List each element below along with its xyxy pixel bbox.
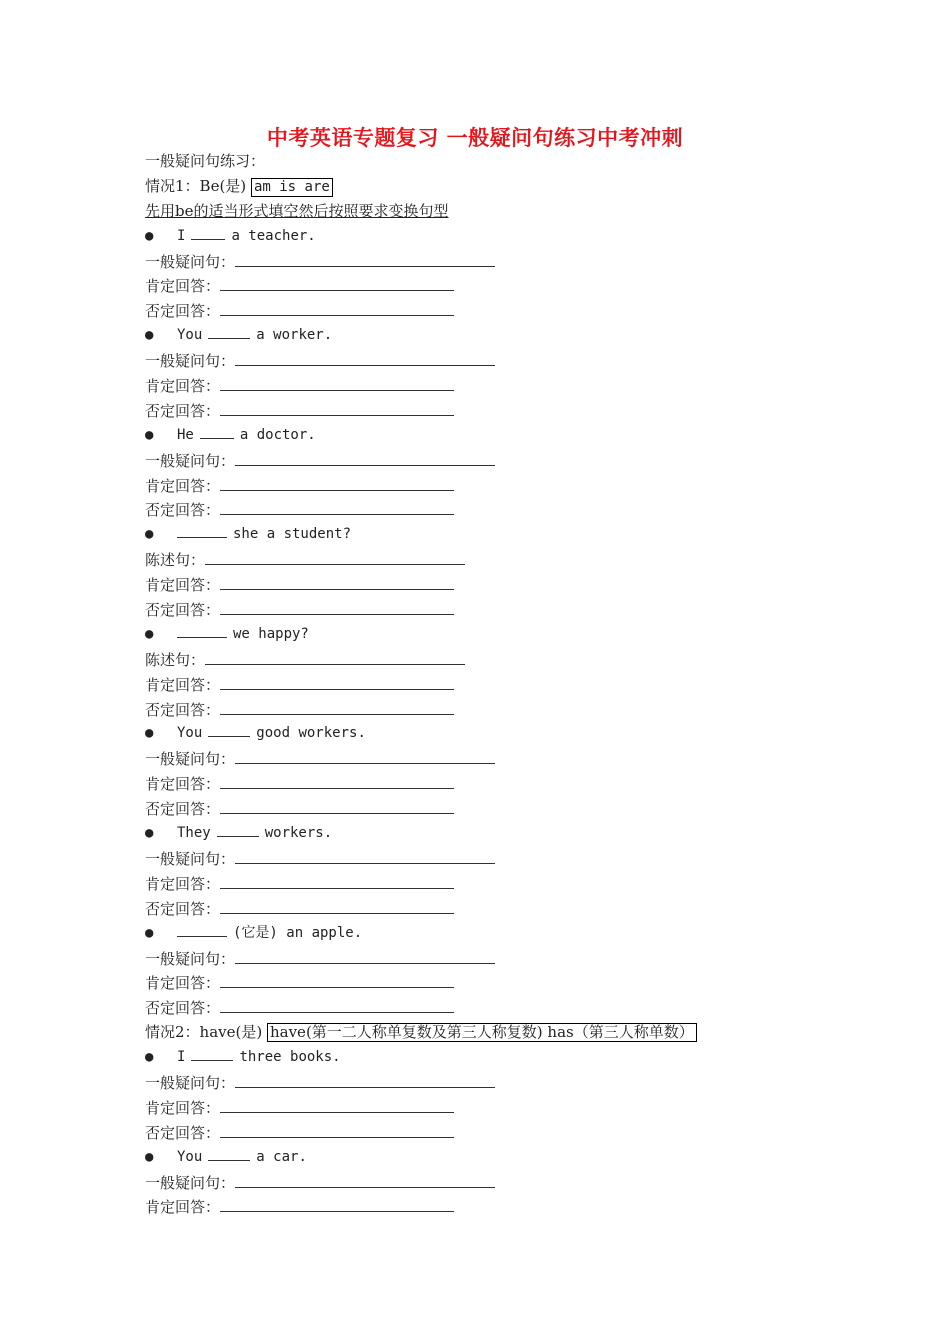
exercise-sentence — [145, 921, 865, 946]
exercise-sentence — [145, 622, 865, 647]
answer-row-negative — [145, 995, 865, 1020]
answer-row-question — [145, 348, 865, 373]
bullet-icon: ● — [145, 526, 154, 543]
answer-label: 陈述句： — [145, 551, 206, 570]
intro-line: 一般疑问句练习： — [145, 152, 266, 170]
fill-blank[interactable] — [217, 822, 259, 837]
answer-line[interactable] — [235, 746, 495, 764]
answer-line[interactable] — [235, 348, 495, 366]
sentence-subject: You — [177, 327, 203, 344]
bullet-icon: ● — [145, 1148, 154, 1165]
case2-label: 情况2：have(是) — [145, 1023, 263, 1042]
bullet-icon: ● — [145, 924, 154, 941]
answer-line[interactable] — [220, 398, 454, 416]
answer-label: 肯定回答： — [145, 1198, 221, 1217]
sentence-subject: I — [177, 1049, 186, 1066]
case1-instruction: 先用be的适当形式填空然后按照要求变换句型 — [145, 201, 449, 220]
answer-label: 否定回答： — [145, 302, 221, 321]
answer-label: 肯定回答： — [145, 1098, 221, 1117]
sentence-rest: a car. — [256, 1148, 307, 1165]
answer-row-affirmative — [145, 871, 865, 896]
fill-blank[interactable] — [177, 922, 227, 937]
answer-label: 一般疑问句： — [145, 252, 236, 271]
answer-line[interactable] — [235, 1170, 495, 1188]
answer-line[interactable] — [220, 597, 454, 615]
answer-line[interactable] — [220, 1120, 454, 1138]
answer-line[interactable] — [220, 697, 454, 715]
fill-blank[interactable] — [200, 424, 234, 439]
answer-row-negative — [145, 896, 865, 921]
exercise-sentence — [145, 821, 865, 846]
answer-label: 一般疑问句： — [145, 352, 236, 371]
answer-line[interactable] — [220, 473, 454, 491]
answer-row-question — [145, 746, 865, 771]
answer-row-affirmative — [145, 273, 865, 298]
exercise-sentence — [145, 1145, 865, 1170]
answer-label: 肯定回答： — [145, 277, 221, 296]
answer-row-negative — [145, 796, 865, 821]
case1-box: am is are — [251, 178, 333, 197]
fill-blank[interactable] — [208, 324, 250, 339]
sentence-subject: He — [177, 426, 194, 443]
fill-blank[interactable] — [177, 523, 227, 538]
answer-label: 一般疑问句： — [145, 451, 236, 470]
answer-line[interactable] — [220, 298, 454, 316]
answer-row-negative — [145, 298, 865, 323]
sentence-rest: good workers. — [256, 725, 366, 742]
answer-line[interactable] — [220, 871, 454, 889]
answer-row-negative — [145, 697, 865, 722]
answer-row-negative — [145, 497, 865, 522]
exercise-sentence — [145, 423, 865, 448]
sentence-rest: three books. — [239, 1049, 341, 1066]
fill-blank[interactable] — [177, 623, 227, 638]
sentence-rest: (它是) an apple. — [233, 924, 363, 941]
bullet-icon: ● — [145, 227, 154, 244]
answer-label: 否定回答： — [145, 1123, 221, 1142]
answer-label: 一般疑问句： — [145, 1073, 236, 1092]
answer-label: 否定回答： — [145, 999, 221, 1018]
answer-row-affirmative — [145, 1095, 865, 1120]
case2-heading — [145, 1020, 865, 1045]
answer-row-affirmative — [145, 473, 865, 498]
page-title: 中考英语专题复习 一般疑问句练习中考冲刺 — [266, 126, 684, 150]
answer-line[interactable] — [235, 1070, 495, 1088]
answer-row-question — [145, 448, 865, 473]
answer-line[interactable] — [235, 946, 495, 964]
answer-label: 一般疑问句： — [145, 1173, 236, 1192]
sentence-rest: a doctor. — [239, 426, 316, 443]
answer-row-question — [145, 249, 865, 274]
answer-label: 否定回答： — [145, 501, 221, 520]
answer-line[interactable] — [220, 273, 454, 291]
case1-heading — [145, 174, 865, 199]
answer-label: 肯定回答： — [145, 576, 221, 595]
answer-row-statement — [145, 547, 865, 572]
bullet-icon: ● — [145, 625, 154, 642]
answer-line[interactable] — [220, 796, 454, 814]
answer-line[interactable] — [220, 970, 454, 988]
answer-label: 一般疑问句： — [145, 849, 236, 868]
case1-items — [145, 224, 865, 1021]
exercise-sentence — [145, 522, 865, 547]
answer-line[interactable] — [220, 896, 454, 914]
bullet-icon: ● — [145, 825, 154, 842]
answer-line[interactable] — [220, 1194, 454, 1212]
bullet-icon: ● — [145, 426, 154, 443]
answer-line[interactable] — [220, 1095, 454, 1113]
answer-label: 陈述句： — [145, 650, 206, 669]
answer-line[interactable] — [220, 497, 454, 515]
sentence-rest: we happy? — [233, 625, 309, 642]
answer-row-question — [145, 1170, 865, 1195]
answer-row-affirmative — [145, 1194, 865, 1219]
case2-items — [145, 1045, 865, 1219]
answer-line[interactable] — [220, 771, 454, 789]
sentence-subject: You — [177, 1148, 203, 1165]
answer-row-affirmative — [145, 572, 865, 597]
answer-label: 肯定回答： — [145, 476, 221, 495]
exercise-sentence — [145, 323, 865, 348]
answer-line[interactable] — [220, 672, 454, 690]
exercise-sentence — [145, 224, 865, 249]
answer-row-negative — [145, 398, 865, 423]
answer-row-question — [145, 946, 865, 971]
answer-line[interactable] — [205, 547, 465, 565]
sentence-subject: They — [177, 825, 211, 842]
answer-row-statement — [145, 647, 865, 672]
sentence-rest: a worker. — [256, 327, 333, 344]
exercise-sentence — [145, 1045, 865, 1070]
sentence-rest: workers. — [264, 825, 333, 842]
fill-blank[interactable] — [208, 1146, 250, 1161]
answer-line[interactable] — [235, 846, 495, 864]
answer-row-affirmative — [145, 970, 865, 995]
case1-label: 情况1：Be(是) — [145, 176, 247, 195]
answer-row-affirmative — [145, 771, 865, 796]
answer-label: 一般疑问句： — [145, 949, 236, 968]
answer-row-negative — [145, 1120, 865, 1145]
bullet-icon: ● — [145, 725, 154, 742]
fill-blank[interactable] — [191, 1046, 233, 1061]
bullet-icon: ● — [145, 1049, 154, 1066]
answer-label: 一般疑问句： — [145, 750, 236, 769]
answer-label: 否定回答： — [145, 700, 221, 719]
answer-line[interactable] — [235, 448, 495, 466]
answer-label: 肯定回答： — [145, 675, 221, 694]
bullet-icon: ● — [145, 327, 154, 344]
answer-row-affirmative — [145, 373, 865, 398]
sentence-subject: I — [177, 227, 186, 244]
answer-label: 肯定回答： — [145, 775, 221, 794]
answer-label: 否定回答： — [145, 401, 221, 420]
answer-row-question — [145, 846, 865, 871]
answer-label: 否定回答： — [145, 800, 221, 819]
sentence-rest: a teacher. — [231, 227, 316, 244]
sentence-subject: You — [177, 725, 203, 742]
sentence-rest: she a student? — [233, 526, 352, 543]
answer-row-negative — [145, 597, 865, 622]
answer-label: 肯定回答： — [145, 974, 221, 993]
answer-label: 否定回答： — [145, 601, 221, 620]
answer-line[interactable] — [220, 995, 454, 1013]
fill-blank[interactable] — [191, 225, 225, 240]
answer-label: 肯定回答： — [145, 377, 221, 396]
fill-blank[interactable] — [208, 722, 250, 737]
answer-line[interactable] — [220, 572, 454, 590]
exercise-sentence — [145, 721, 865, 746]
answer-label: 否定回答： — [145, 899, 221, 918]
answer-row-affirmative — [145, 672, 865, 697]
answer-line[interactable] — [205, 647, 465, 665]
answer-row-question — [145, 1070, 865, 1095]
exercise-content — [145, 149, 865, 1219]
case2-box: have(第一二人称单复数及第三人称复数) has（第三人称单数） — [267, 1023, 697, 1042]
answer-label: 肯定回答： — [145, 874, 221, 893]
answer-line[interactable] — [235, 249, 495, 267]
answer-line[interactable] — [220, 373, 454, 391]
